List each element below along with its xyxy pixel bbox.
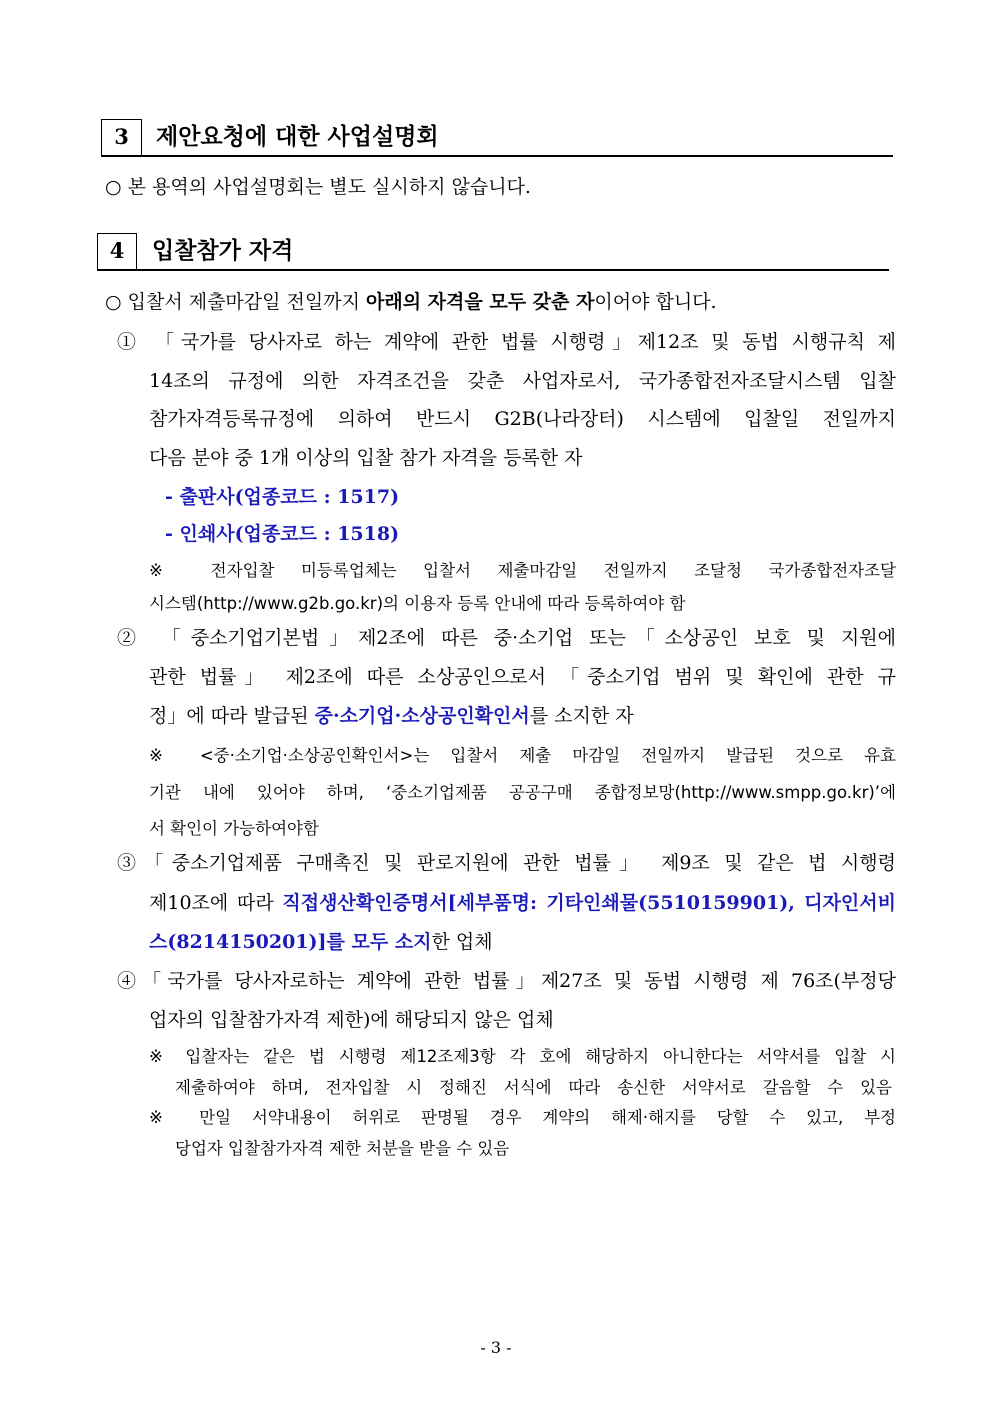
section-rule-3: [101, 155, 893, 157]
section-number-3: 3: [101, 119, 142, 156]
page-number: - 3 -: [480, 1338, 512, 1357]
intro-emphasis: 아래의 자격을 모두 갖춘 자: [366, 291, 595, 313]
section-title-3: 제안요청에 대한 사업설명회: [156, 123, 439, 150]
item-1-sub-publisher: - 출판사(업종코드 : 1517): [165, 486, 400, 508]
item-4-note-2-line-1: ※ 만일 서약내용이 허위로 판명될 경우 계약의 해제·해지를 당할 수 있고, 부정: [149, 1108, 896, 1127]
section-rule-4: [97, 269, 889, 271]
item-2-line-3: [149, 703, 634, 729]
item-3-certificate-cont: 스(8214150201)]를 모두 소지: [149, 931, 432, 953]
item-2-line-3-tail: 를 소지한 자: [529, 705, 634, 727]
item-4-line-1: ④「국가를 당사자로하는 계약에 관한 법률」제27조 및 동법 시행령 제 76조(부정당: [117, 970, 896, 992]
item-3-line-3-tail: 한 업체: [431, 931, 493, 953]
item-4-note-1-line-2: 제출하여야 하며, 전자입찰 시 정해진 서식에 따라 송신한 서약서로 갈음할 수 있음: [175, 1078, 892, 1097]
eligibility-intro: [105, 289, 865, 315]
item-3-line-2-text: 제10조에 따라: [149, 892, 283, 914]
item-1-note-line-2: 시스템(http://www.g2b.go.kr)의 이용자 등록 안내에 따라 등록하여야 함: [149, 594, 686, 613]
item-2-line-3-text: 정」에 따라 발급된: [149, 705, 315, 727]
item-1-line-1: ① 「국가를 당사자로 하는 계약에 관한 법률 시행령」제12조 및 동법 시행규칙 제: [117, 331, 896, 353]
item-1-line-3: 참가자격등록규정에 의하여 반드시 G2B(나라장터) 시스템에 입찰일 전일까지: [149, 408, 896, 430]
item-3-line-2: [149, 890, 896, 916]
item-2-certificate: 중·소기업·소상공인확인서: [314, 705, 530, 727]
item-3-certificate: 직접생산확인증명서[세부품명: 기타인쇄물(5510159901), 디자인서비: [282, 892, 896, 914]
item-4-note-1-line-1: ※ 입찰자는 같은 법 시행령 제12조제3항 각 호에 해당하지 아니한다는 서약서를 입찰 시: [149, 1047, 896, 1066]
section-title-4: 입찰참가 자격: [152, 237, 294, 264]
item-3-line-3: [149, 929, 493, 955]
item-2-note-line-2: 기관 내에 있어야 하며, ‘중소기업제품 공공구매 종합정보망(http://www.smpp.go.kr)’에: [149, 783, 896, 802]
item-2-line-1: ② 「중소기업기본법」제2조에 따른 중·소기업 또는「소상공인 보호 및 지원에: [117, 627, 896, 649]
item-1-sub-printer: - 인쇄사(업종코드 : 1518): [165, 523, 400, 545]
item-2-note-line-1: ※ <중·소기업·소상공인확인서>는 입찰서 제출 마감일 전일까지 발급된 것으로 유효: [149, 746, 896, 765]
item-4-line-2: 업자의 입찰참가자격 제한)에 해당되지 않은 업체: [149, 1009, 554, 1031]
item-1-line-4: 다음 분야 중 1개 이상의 입찰 참가 자격을 등록한 자: [149, 447, 583, 469]
item-4-note-2-line-2: 당업자 입찰참가자격 제한 처분을 받을 수 있음: [175, 1139, 510, 1158]
item-2-note-line-3: 서 확인이 가능하여야함: [149, 819, 319, 838]
section-number-4: 4: [97, 233, 137, 270]
section-3-text: ○ 본 용역의 사업설명회는 별도 실시하지 않습니다.: [105, 176, 531, 198]
intro-tail: 이어야 합니다.: [594, 291, 717, 313]
intro-text: ○ 입찰서 제출마감일 전일까지: [105, 291, 366, 313]
item-1-note-line-1: ※ 전자입찰 미등록업체는 입찰서 제출마감일 전일까지 조달청 국가종합전자조달: [149, 561, 896, 580]
item-3-line-1: ③「중소기업제품 구매촉진 및 판로지원에 관한 법률」 제9조 및 같은 법 시행령: [117, 852, 896, 874]
item-1-line-2: 14조의 규정에 의한 자격조건을 갖춘 사업자로서, 국가종합전자조달시스템 입찰: [149, 370, 896, 392]
item-2-line-2: 관한 법률」 제2조에 따른 소상공인으로서 「중소기업 범위 및 확인에 관한 규: [149, 666, 896, 688]
